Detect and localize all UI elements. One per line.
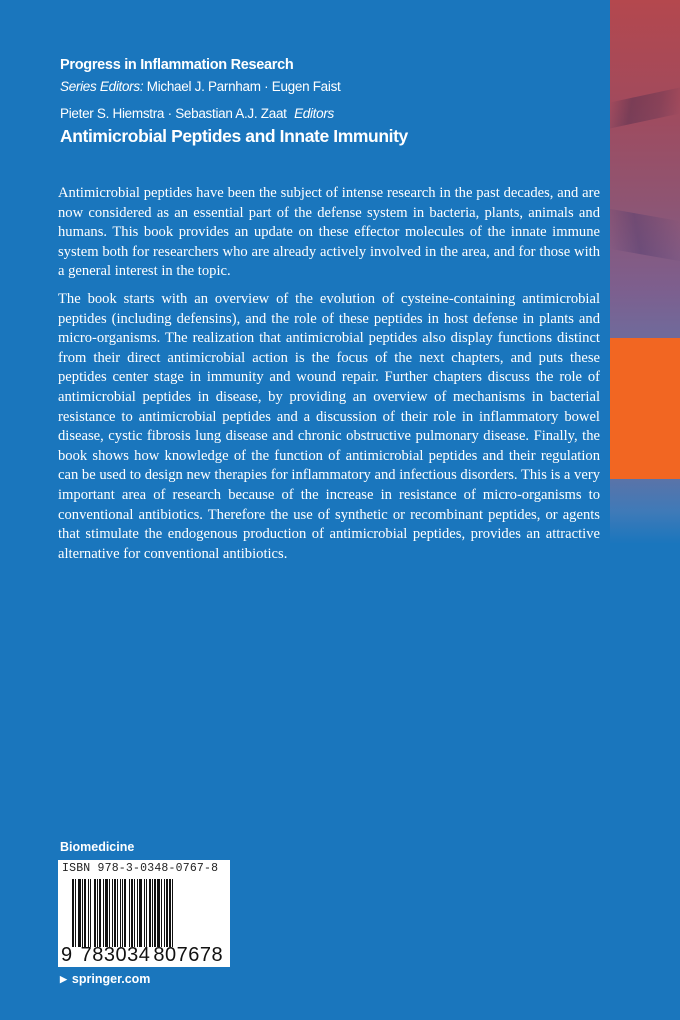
cover-orange-band [610,338,680,479]
book-editors [60,106,334,121]
book-editors-label: Editors [294,106,334,121]
barcode-space [173,879,174,947]
isbn-text: ISBN 978-3-0348-0767-8 [62,862,219,875]
arrow-right-icon: ▶ [60,973,67,984]
book-editors-names: Pieter S. Hiemstra · Sebastian A.J. Zaat [60,106,287,121]
ean-left-digits: 783034 [80,944,151,966]
isbn-barcode [58,860,230,967]
cover-side-image [610,0,680,340]
description-paragraph: The book starts with an overview of the evolution of cysteine-containing antimicrobial peptides (including defensins), and the role of these peptides in host defense in plants and micro-organisms. The realization that antimicrobial peptides also display functions distinct from their direct antimicrobial action is the focus of the next chapters, and puts these peptides center stage in immunity and wound repair. Further chapters discuss the role of antimicrobial peptides in disease, by providing an overview of mechanisms in bacterial resistance to antimicrobial peptides and a discussion of their role in inflammatory bowel disease, cystic fibrosis lung disease and chronic obstructive pulmonary disease. Finally, the book shows how knowledge of the function of antimicrobial peptides and their regulation can be used to design new therapies for inflammatory and infectious disorders. This is a very important area of research because of the increase in resistance of micro-organisms to conventional antibiotics. Therefore the use of synthetic or recombinant peptides, or agents that stimulate the endogenous production of antimicrobial peptides, provides an attractive alternative for conventional antibiotics. [58,290,600,562]
series-title: Progress in Inflammation Research [60,57,294,73]
publisher-url: springer.com [71,972,151,986]
barcode-bars [72,879,222,947]
series-editors [60,79,341,94]
publisher-link[interactable] [60,972,150,986]
tissue-texture [610,88,680,129]
series-editors-label: Series Editors: [60,79,144,94]
subject-category: Biomedicine [60,840,135,854]
book-description [58,184,600,572]
ean-digits [61,944,223,967]
cover-image-fade [610,479,680,544]
book-title: Antimicrobial Peptides and Innate Immunity [60,126,408,146]
ean-first-digit: 9 [61,944,73,966]
ean-right-digits: 807678 [153,944,224,966]
description-paragraph: Antimicrobial peptides have been the subject of intense research in the past decades, and are now considered as an essential part of the defense system in bacteria, plants, animals and humans. This book provides an update on these effector molecules of the innate immune system both for researchers who are already actively involved in the area, and for those with a general interest in the topic. [58,185,600,280]
series-editors-names: Michael J. Parnham · Eugen Faist [146,79,341,94]
tissue-texture [610,209,680,261]
